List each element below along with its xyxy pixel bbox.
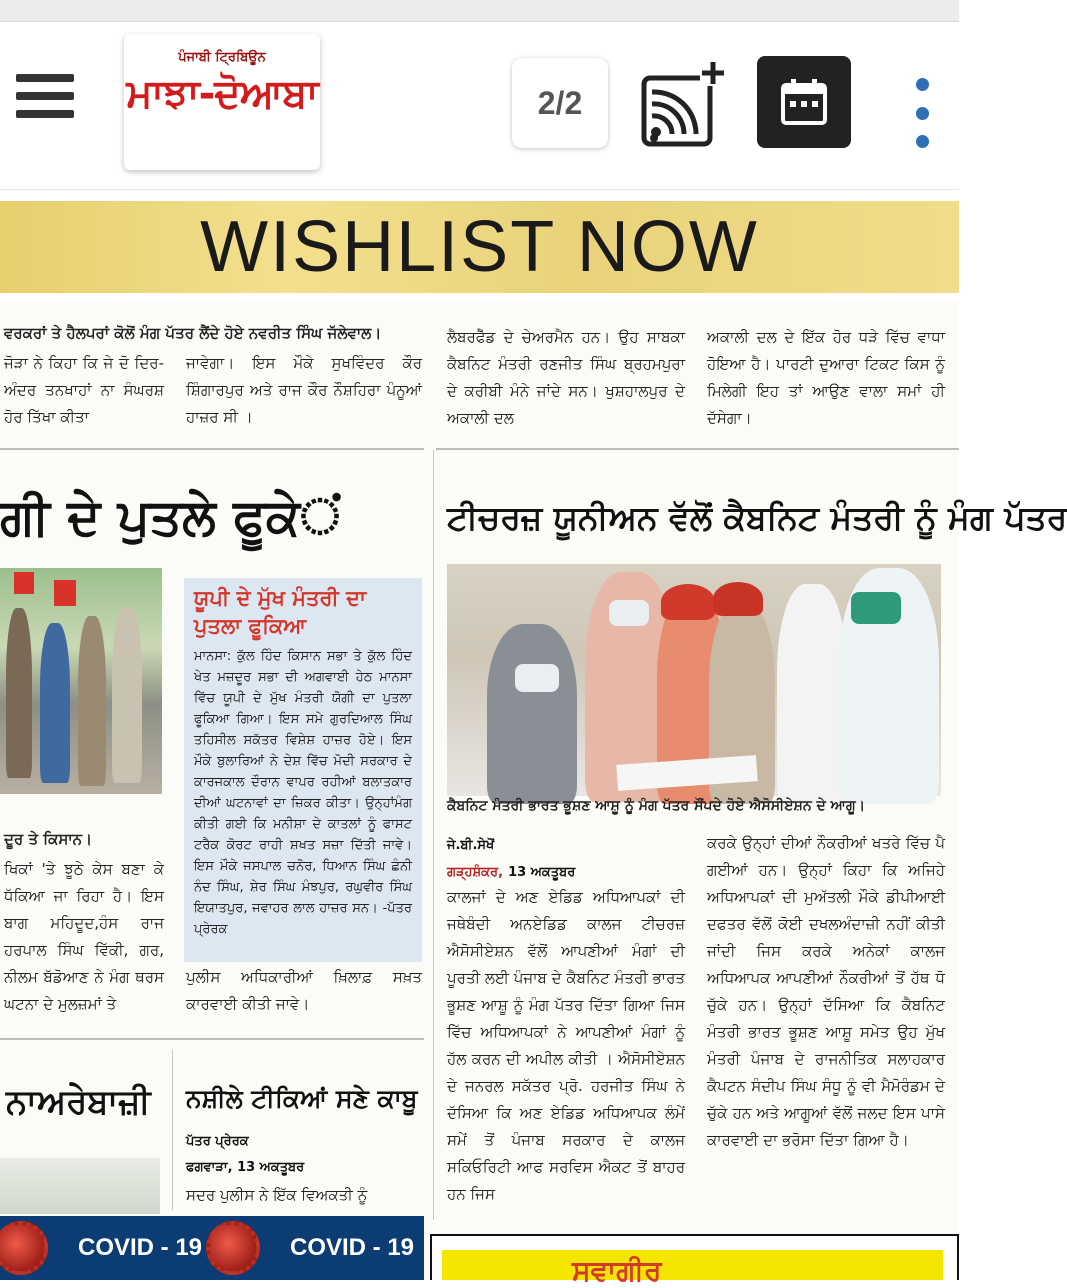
boxed-story-headline: ਯੂਪੀ ਦੇ ਮੁੱਖ ਮੰਤਰੀ ਦਾ ਪੁਤਲਾ ਫੂਕਿਆ [194, 586, 367, 638]
bottom-mid-body: ਸਦਰ ਪੁਲੀਸ ਨੇ ਇੱਕ ਵਿਅਕਤੀ ਨੂੰ [186, 1186, 368, 1204]
top-strip-col2: ਜਾਵੇਗਾ। ਇਸ ਮੌਕੇ ਸੁਖਵਿੰਦਰ ਕੌਰ ਸ਼ਿੰਗਾਰਪੁਰ ਅਤੇ ਰਾਜ ਕੌਰ ਨੌਸ਼ਹਿਰਾ ਪੰਨੂਆਂ ਹਾਜ਼ਰ ਸੀ । [186, 354, 422, 426]
right-story-dateline [447, 861, 685, 880]
app-toolbar [0, 22, 959, 190]
dateline-place: ਗੜ੍ਹਸ਼ੰਕਰ, [447, 865, 504, 880]
virus-icon [206, 1221, 260, 1275]
yellow-ad-panel [442, 1250, 943, 1287]
top-strip-col4: ਅਕਾਲੀ ਦਲ ਦੇ ਇੱਕ ਹੋਰ ਧੜੇ ਵਿੱਚ ਵਾਧਾ ਹੋਇਆ ਹੈ। ਪਾਰਟੀ ਦੁਆਰਾ ਟਿਕਟ ਕਿਸ ਨੂੰ ਮਿਲੇਗੀ ਇਹ ਤਾਂ ਆਉਣ ਵਾਲਾ ਸਮਾਂ ਹੀ ਦੱਸੇਗਾ। [707, 328, 945, 427]
divider [0, 1038, 424, 1040]
bottom-left-headline: ਨਾਅਰੇਬਾਜ਼ੀ [6, 1082, 151, 1122]
top-strip-col1: ਜੋੜਾ ਨੇ ਕਿਹਾ ਕਿ ਜੇ ਦੋ ਦਿਰ-ਅੰਦਰ ਤਨਖਾਹਾਂ ਨਾ ਸੰਘਰਸ਼ ਹੋਰ ਤਿੱਖਾ ਕੀਤਾ [4, 354, 164, 426]
column-divider [172, 1050, 173, 1210]
divider [0, 448, 424, 450]
yellow-ad[interactable] [430, 1234, 959, 1287]
right-photo-caption: ਕੈਬਨਿਟ ਮੰਤਰੀ ਭਾਰਤ ਭੂਸ਼ਣ ਆਸ਼ੂ ਨੂੰ ਮੰਗ ਪੱਤਰ ਸੌਂਪਦੇ ਹੋਏ ਐਸੋਸੀਏਸ਼ਨ ਦੇ ਆਗੂ। [447, 798, 866, 814]
top-strip-col3: ਲੈਬਰਫੈੱਡ ਦੇ ਚੇਅਰਮੈਨ ਹਨ। ਉਹ ਸਾਬਕਾ ਕੈਬਨਿਟ ਮੰਤਰੀ ਰਣਜੀਤ ਸਿੰਘ ਬ੍ਰਹਮਪੁਰਾ ਦੇ ਕਰੀਬੀ ਮੰਨੇ ਜਾਂਦੇ ਸਨ। ਖੁਸ਼ਹਾਲਪੁਰ ਦੇ ਅਕਾਲੀ ਦਲ [447, 328, 685, 427]
status-strip [0, 0, 959, 22]
covid-ad-item [212, 1216, 424, 1280]
bottom-mid-headline: ਨਸ਼ੀਲੇ ਟੀਕਿਆਂ ਸਣੇ ਕਾਬੂ [186, 1084, 418, 1113]
calendar-icon [779, 77, 829, 127]
column-divider [433, 450, 434, 1220]
covid-ad-item [0, 1216, 212, 1280]
boxed-story-continuation: ਪੁਲੀਸ ਅਧਿਕਾਰੀਆਂ ਖ਼ਿਲਾਫ਼ ਸਖ਼ਤ ਕਾਰਵਾਈ ਕੀਤੀ ਜਾਵੇ। [186, 968, 422, 1013]
covid-label: COVID - 19 [78, 1234, 203, 1261]
rss-add-icon[interactable] [640, 56, 730, 148]
left-photo-caption: ਦੂਰ ਤੇ ਕਿਸਾਨ। [4, 830, 93, 848]
right-story-byline-block [447, 838, 685, 880]
bottom-mid-byline: ਪੱਤਰ ਪ੍ਰੇਰਕ [186, 1134, 249, 1149]
covid-label: COVID - 19 [290, 1234, 415, 1261]
calendar-button[interactable] [757, 56, 851, 148]
virus-icon [0, 1221, 48, 1275]
right-story-col1: ਕਾਲਜਾਂ ਦੇ ਅਣ ਏਡਿਡ ਅਧਿਆਪਕਾਂ ਦੀ ਜਥੇਬੰਦੀ ਅਨਏਡਿਡ ਕਾਲਜ ਟੀਚਰਜ਼ ਐਸੋਸੀਏਸ਼ਨ ਵੱਲੋਂ ਆਪਣੀਆਂ ਮੰਗਾਂ ਦੀ ਪੂਰਤੀ ਲਈ ਪੰਜਾਬ ਦੇ ਕੈਬਨਿਟ ਮੰਤਰੀ ਭਾਰਤ ਭੂਸ਼ਣ ਆਸ਼ੂ ਨੂੰ ਮੰਗ ਪੱਤਰ ਦਿੱਤਾ ਗਿਆ ਜਿਸ ਵਿੱਚ ਅਧਿਆਪਕਾਂ ਨੇ ਆਪਣੀਆਂ ਮੰਗਾਂ ਨੂੰ ਹੱਲ ਕਰਨ ਦੀ ਅਪੀਲ ਕੀਤੀ । ਐਸੋਸੀਏਸ਼ਨ ਦੇ ਜਨਰਲ ਸਕੱਤਰ ਪ੍ਰੋ. ਹਰਜੀਤ ਸਿੰਘ ਨੇ ਦੱਸਿਆ ਕਿ ਅਣ ਏਡਿਡ ਅਧਿਆਪਕ ਲੰਮੇਂ ਸਮੇਂ ਤੋਂ ਪੰਜਾਬ ਸਰਕਾਰ ਦੇ ਕਾਲਜ ਸਕਿਓਰਿਟੀ ਆਫ ਸਰਵਿਸ ਐਕਟ ਤੋਂ ਬਾਹਰ ਹਨ ਜਿਸ [447, 888, 685, 1203]
hamburger-menu-icon[interactable] [16, 74, 74, 120]
yellow-ad-text: ਸਵਾਗੀਰ [572, 1254, 662, 1287]
logo-subtitle: ਪੰਜਾਬੀ ਟ੍ਰਿਬਿਊਨ [178, 50, 266, 65]
epaper-page[interactable] [0, 300, 1067, 1287]
publication-logo[interactable] [124, 34, 320, 170]
dateline-date: 13 ਅਕਤੂਬਰ [508, 865, 576, 880]
wishlist-ad-banner[interactable] [0, 201, 959, 293]
bottom-left-photo [0, 1158, 160, 1214]
left-story-headline: ਂਗੀ ਦੇ ਪੁਤਲੇ ਫੂਕੇ [0, 488, 340, 546]
covid-ad-strip[interactable] [0, 1216, 424, 1280]
more-vertical-icon[interactable] [908, 78, 936, 148]
right-story-photo [447, 564, 941, 796]
right-story-col2: ਕਰਕੇ ਉਨ੍ਹਾਂ ਦੀਆਂ ਨੌਕਰੀਆਂ ਖਤਰੇ ਵਿੱਚ ਪੈ ਗਈਆਂ ਹਨ। ਉਨ੍ਹਾਂ ਕਿਹਾ ਕਿ ਅਜਿਹੇ ਅਧਿਆਪਕਾਂ ਦੀ ਮੁਅੱਤਲੀ ਮੌਕੇ ਡੀਪੀਆਈ ਦਫਤਰ ਵੱਲੋਂ ਕੋਈ ਦਖਲਅੰਦਾਜ਼ੀ ਨਹੀਂ ਕੀਤੀ ਜਾਂਦੀ ਜਿਸ ਕਰਕੇ ਅਨੇਕਾਂ ਕਾਲਜ ਅਧਿਆਪਕ ਆਪਣੀਆਂ ਨੌਕਰੀਆਂ ਤੋਂ ਹੱਥ ਧੋ ਚੁੱਕੇ ਹਨ। ਉਨ੍ਹਾਂ ਦੱਸਿਆ ਕਿ ਕੈਬਨਿਟ ਮੰਤਰੀ ਭਾਰਤ ਭੂਸ਼ਣ ਆਸ਼ੂ ਸਮੇਤ ਉਹ ਮੁੱਖ ਮੰਤਰੀ ਪੰਜਾਬ ਦੇ ਰਾਜਨੀਤਿਕ ਸਲਾਹਕਾਰ ਕੈਪਟਨ ਸੰਦੀਪ ਸਿੰਘ ਸੰਧੂ ਨੂੰ ਵੀ ਮੈਮੋਰੰਡਮ ਦੇ ਚੁੱਕੇ ਹਨ ਅਤੇ ਆਗੂਆਂ ਵੱਲੋਂ ਜਲਦ ਇਸ ਪਾਸੇ ਕਾਰਵਾਈ ਦਾ ਭਰੋਸਾ ਦਿੱਤਾ ਗਿਆ ਹੈ। [707, 834, 945, 1149]
boxed-story-body: ਮਾਨਸਾ: ਕੁੱਲ ਹਿੰਦ ਕਿਸਾਨ ਸਭਾ ਤੇ ਕੁੱਲ ਹਿੰਦ ਖੇਤ ਮਜ਼ਦੂਰ ਸਭਾ ਦੀ ਅਗਵਾਈ ਹੇਠ ਮਾਨਸਾ ਵਿੱਚ ਯੂਪੀ ਦੇ ਮੁੱਖ ਮੰਤਰੀ ਯੋਗੀ ਦਾ ਪੁਤਲਾ ਫੂਕਿਆ ਗਿਆ। ਇਸ ਸਮੇ ਗੁਰਦਿਆਲ ਸਿੰਘ ਤਹਿਸੀਲ ਸਕੱਤਰ ਵਿਸ਼ੇਸ਼ ਹਾਜ਼ਰ ਹੋਏ। ਇਸ ਮੌਕੇ ਬੁਲਾਰਿਆਂ ਨੇ ਦੇਸ਼ ਵਿੱਚ ਮੋਦੀ ਸਰਕਾਰ ਦੇ ਕਾਰਜਕਾਲ ਦੌਰਾਨ ਵਾਪਰ ਰਹੀਆਂ ਬਲਾਤਕਾਰ ਦੀਆਂ ਘਟਨਾਵਾਂ ਦਾ ਜ਼ਿਕਰ ਕੀਤਾ। ਉਨ੍ਹਾਂਮੰਗ ਕੀਤੀ ਗਈ ਕਿ ਮਨੀਸ਼ਾ ਦੇ ਕਾਤਲਾਂ ਨੂੰ ਫਾਸਟ ਟਰੈਕ ਕੋਰਟ ਰਾਹੀ ਸ਼ਖਤ ਸਜ਼ਾ ਦਿੱਤੀ ਜਾਵੇ। ਇਸ ਮੌਕੇ ਜਸਪਾਲ ਚਨੋਰ, ਧਿਆਨ ਸਿੰਘ ਛੰਨੀ ਨੰਦ ਸਿੰਘ, ਸ਼ੇਰ ਸਿੰਘ ਮੰਝਪੁਰ, ਰਘੁਵੀਰ ਸਿੰਘ ਇਯਾਤਪੁਰ, ਜਵਾਹਰ ਲਾਲ ਹਾਜ਼ਰ ਸਨ। -ਪੱਤਰ ਪ੍ਰੇਰਕ [194, 649, 412, 937]
right-story-headline: ਟੀਚਰਜ਼ ਯੂਨੀਅਨ ਵੱਲੋਂ ਕੈਬਨਿਟ ਮੰਤਰੀ ਨੂੰ ਮੰਗ ਪੱਤਰ [447, 498, 1067, 537]
left-story-photo [0, 568, 162, 794]
left-story-body: ਖਿਕਾਂ 'ਤੇ ਝੂਠੇ ਕੇਸ ਬਣਾ ਕੇ ਧੱਕਿਆ ਜਾ ਰਿਹਾ ਹੈ। ਇਸ ਬਾਗ ਮਹਿਦੂਦ,ਹੰਸ ਰਾਜ ਹਰਪਾਲ ਸਿੰਘ ਵਿੱਕੀ, ਗਰ, ਨੀਲਮ ਬੱਡੋਆਣ ਨੇ ਮੰਗ ਥਰਸ ਘਟਨਾ ਦੇ ਮੁਲਜ਼ਮਾਂ ਤੇ [4, 860, 164, 1013]
divider [436, 448, 959, 450]
banner-text: WISHLIST NOW [200, 207, 759, 287]
top-strip-caption: ਵਰਕਰਾਂ ਤੇ ਹੈਲਪਰਾਂ ਕੋਲੋਂ ਮੰਗ ਪੱਤਰ ਲੈਂਦੇ ਹੋਏ ਨਵਰੀਤ ਸਿੰਘ ਜੱਲੇਵਾਲ। [4, 324, 382, 342]
page-indicator-button[interactable]: 2/2 [512, 58, 608, 148]
right-story-byline: ਜੇ.ਬੀ.ਸੇਖੋਂ [447, 838, 495, 853]
logo-title: ਮਾਝਾ-ਦੋਆਬਾ [126, 71, 318, 117]
bottom-mid-dateline: ਫਗਵਾੜਾ, 13 ਅਕਤੂਬਰ [186, 1160, 305, 1175]
boxed-story[interactable] [184, 578, 422, 962]
